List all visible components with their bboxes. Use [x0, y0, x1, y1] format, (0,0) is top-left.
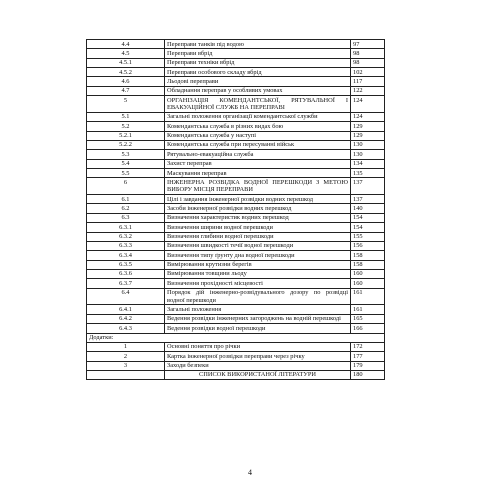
toc-row — [87, 352, 385, 361]
toc-number: 1 — [87, 342, 165, 351]
toc-page: 155 — [351, 232, 385, 241]
toc-number: 6.4 — [87, 288, 165, 305]
toc-title: Визначення ширини водної перешкоди — [165, 223, 351, 232]
toc-title: ІНЖЕНЕРНА РОЗВІДКА ВОДНОЇ ПЕРЕШКОДИ З МЕТОЮ ВИБОРУ МІСЦЯ ПЕРЕПРАВИ — [165, 178, 351, 195]
toc-row — [87, 241, 385, 250]
toc-number: 6.3.7 — [87, 279, 165, 288]
toc-number: 6.3.5 — [87, 260, 165, 269]
toc-page: 158 — [351, 251, 385, 260]
toc-title: Загальні положення — [165, 305, 351, 314]
toc-number: 6.3.4 — [87, 251, 165, 260]
toc-number: 5.2.2 — [87, 140, 165, 149]
table-of-contents — [86, 39, 385, 380]
toc-number: 6.4.2 — [87, 314, 165, 323]
toc-row — [87, 305, 385, 314]
toc-title: Захист переправ — [165, 159, 351, 168]
toc-title: Порядок дій інженерно-розвідувального дозору по розвідці водної перешкоди — [165, 288, 351, 305]
toc-page: 98 — [351, 58, 385, 67]
toc-title: Маскування переправ — [165, 169, 351, 178]
toc-row — [87, 96, 385, 113]
toc-number: 6.3 — [87, 213, 165, 222]
toc-number: 4.5 — [87, 49, 165, 58]
toc-page: 129 — [351, 122, 385, 131]
toc-number: 4.4 — [87, 40, 165, 49]
toc-number: 6.4.1 — [87, 305, 165, 314]
toc-page: 161 — [351, 305, 385, 314]
toc-number: 6.4.3 — [87, 324, 165, 333]
toc-row — [87, 223, 385, 232]
toc-number: 6.3.1 — [87, 223, 165, 232]
toc-number: 4.7 — [87, 86, 165, 95]
toc-page: 117 — [351, 77, 385, 86]
toc-row — [87, 178, 385, 195]
toc-page: 158 — [351, 260, 385, 269]
toc-title: Вимірювання крутизни берегів — [165, 260, 351, 269]
toc-title: Картка інженерної розвідки переправи через річку — [165, 352, 351, 361]
toc-row — [87, 49, 385, 58]
toc-number: 3 — [87, 361, 165, 370]
toc-number: 5.5 — [87, 169, 165, 178]
toc-title: Ведення розвідки водної перешкоди — [165, 324, 351, 333]
toc-page: 130 — [351, 140, 385, 149]
toc-title: Комендантська служба у наступі — [165, 131, 351, 140]
toc-row — [87, 361, 385, 370]
toc-row — [87, 324, 385, 333]
toc-title: Заходи безпеки — [165, 361, 351, 370]
toc-page: 124 — [351, 96, 385, 113]
toc-title: Визначення швидкості течії водної перешкоди — [165, 241, 351, 250]
toc-row — [87, 370, 385, 379]
toc-title: СПИСОК ВИКОРИСТАНОЇ ЛІТЕРАТУРИ — [165, 370, 351, 379]
toc-row — [87, 40, 385, 49]
toc-title: Загальні положення організації комендантської служби — [165, 112, 351, 121]
toc-row — [87, 140, 385, 149]
page-number: 4 — [248, 468, 252, 477]
toc-page: 172 — [351, 342, 385, 351]
appendix-header-row — [87, 333, 385, 342]
toc-page: 154 — [351, 223, 385, 232]
toc-row — [87, 204, 385, 213]
toc-number: 4.6 — [87, 77, 165, 86]
toc-page: 137 — [351, 195, 385, 204]
toc-number: 5.2 — [87, 122, 165, 131]
toc-page: 122 — [351, 86, 385, 95]
toc-row — [87, 260, 385, 269]
toc-number: 5.1 — [87, 112, 165, 121]
toc-title: Переправи танків під водою — [165, 40, 351, 49]
toc-page: 102 — [351, 68, 385, 77]
toc-number: 4.5.2 — [87, 68, 165, 77]
toc-title: Засоби інженерної розвідки водних перешкод — [165, 204, 351, 213]
toc-title: Переправи вбрід — [165, 49, 351, 58]
toc-row — [87, 195, 385, 204]
toc-page: 160 — [351, 269, 385, 278]
toc-number: 6.3.2 — [87, 232, 165, 241]
toc-page: 97 — [351, 40, 385, 49]
toc-number: 2 — [87, 352, 165, 361]
toc-row — [87, 213, 385, 222]
toc-page: 137 — [351, 178, 385, 195]
toc-row — [87, 58, 385, 67]
toc-title: Обладнання переправ у особливих умовах — [165, 86, 351, 95]
toc-row — [87, 169, 385, 178]
toc-title: Комендантська служба в різних видах бою — [165, 122, 351, 131]
toc-page: 177 — [351, 352, 385, 361]
toc-title: Визначення типу ґрунту дна водної перешкоди — [165, 251, 351, 260]
toc-title: Визначення характеристик водних перешкод — [165, 213, 351, 222]
toc-page: 135 — [351, 169, 385, 178]
toc-page: 134 — [351, 159, 385, 168]
appendix-label: Додатки: — [87, 333, 385, 342]
toc-row — [87, 232, 385, 241]
toc-row — [87, 68, 385, 77]
toc-title: Цілі і завдання інженерної розвідки водних перешкод — [165, 195, 351, 204]
toc-number: 4.5.1 — [87, 58, 165, 67]
toc-row — [87, 269, 385, 278]
toc-row — [87, 342, 385, 351]
toc-row — [87, 159, 385, 168]
toc-number: 6.1 — [87, 195, 165, 204]
toc-page: 130 — [351, 150, 385, 159]
toc-title: ОРГАНІЗАЦІЯ КОМЕНДАНТСЬКОЇ, РЯТУВАЛЬНОЇ І ЕВАКУАЦІЙНОЇ СЛУЖБ НА ПЕРЕПРАВІ — [165, 96, 351, 113]
toc-page: 98 — [351, 49, 385, 58]
toc-title: Переправи техніки вбрід — [165, 58, 351, 67]
toc-title: Льодові переправи — [165, 77, 351, 86]
toc-page: 129 — [351, 131, 385, 140]
toc-row — [87, 279, 385, 288]
toc-title: Переправи особового складу вбрід — [165, 68, 351, 77]
toc-page: 156 — [351, 241, 385, 250]
toc-number: 6.2 — [87, 204, 165, 213]
toc-page: 154 — [351, 213, 385, 222]
toc-title: Ведення розвідки інженерних загороджень на водній перешкоді — [165, 314, 351, 323]
toc-number: 5.4 — [87, 159, 165, 168]
toc-page: 180 — [351, 370, 385, 379]
toc-row — [87, 251, 385, 260]
toc-page: 140 — [351, 204, 385, 213]
toc-row — [87, 86, 385, 95]
toc-row — [87, 288, 385, 305]
toc-title: Визначення глибини водної перешкоди — [165, 232, 351, 241]
toc-title: Рятувально-евакуаційна служба — [165, 150, 351, 159]
toc-number: 5 — [87, 96, 165, 113]
toc-number — [87, 370, 165, 379]
toc-title: Комендантська служба при пересуванні військ — [165, 140, 351, 149]
toc-page: 124 — [351, 112, 385, 121]
toc-title: Визначення прохідності місцевості — [165, 279, 351, 288]
toc-number: 5.3 — [87, 150, 165, 159]
toc-page: 166 — [351, 324, 385, 333]
toc-number: 5.2.1 — [87, 131, 165, 140]
toc-number: 6 — [87, 178, 165, 195]
toc-page: 165 — [351, 314, 385, 323]
toc-row — [87, 77, 385, 86]
toc-page: 161 — [351, 288, 385, 305]
toc-row — [87, 131, 385, 140]
toc-page: 160 — [351, 279, 385, 288]
toc-row — [87, 314, 385, 323]
toc-title: Вимірювання товщини льоду — [165, 269, 351, 278]
toc-number: 6.3.3 — [87, 241, 165, 250]
toc-number: 6.3.6 — [87, 269, 165, 278]
toc-page: 179 — [351, 361, 385, 370]
toc-row — [87, 112, 385, 121]
toc-row — [87, 150, 385, 159]
toc-title: Основні поняття про річки — [165, 342, 351, 351]
toc-row — [87, 122, 385, 131]
